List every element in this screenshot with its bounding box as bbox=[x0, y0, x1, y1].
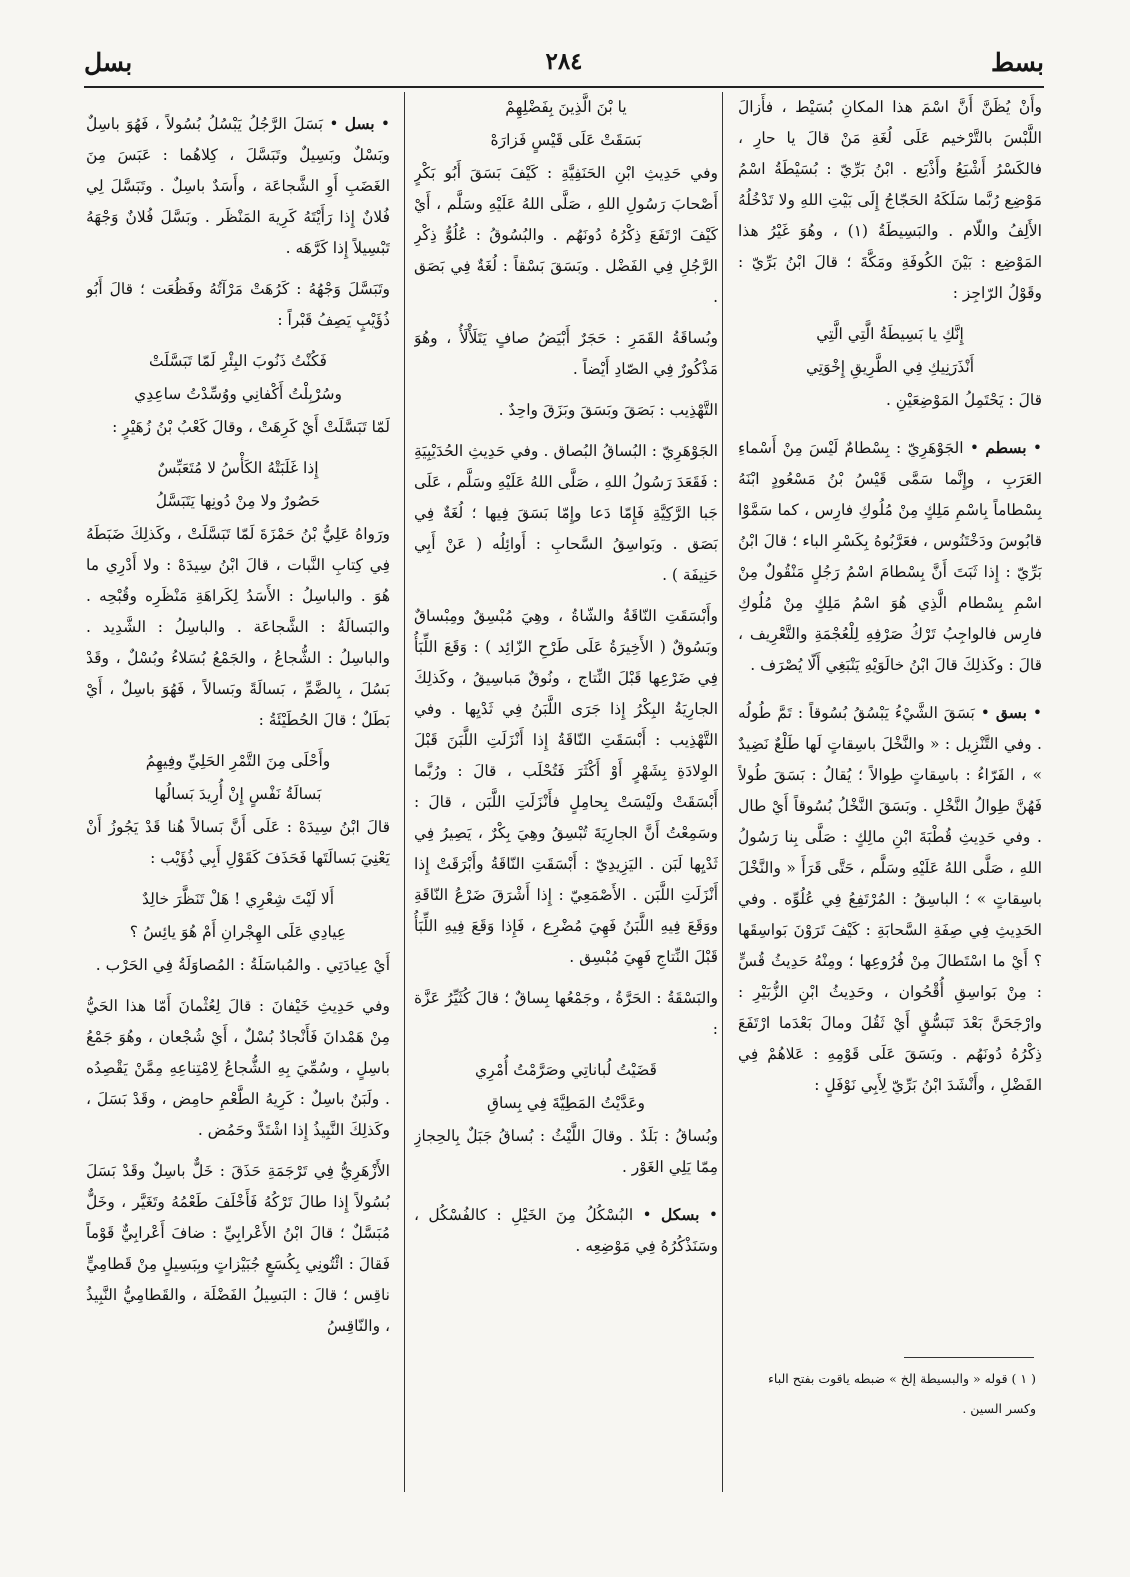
verse-line: قَضَيْتُ لُباناتِي وصَرَّمْتُ أُمْرِي bbox=[475, 1061, 657, 1079]
entry-bullet: • bbox=[1026, 439, 1042, 457]
entry-bullet: • bbox=[374, 115, 390, 133]
entry-headword: بسق bbox=[995, 703, 1027, 722]
column-left bbox=[86, 92, 390, 1532]
column-divider bbox=[722, 92, 723, 1492]
paragraph: الجَوْهَرِيّ : البُساقُ البُصاق . وفي حَدِيثِ الحُدَيْبِيَةِ : فَقَعَدَ رَسُولُ اللهِ ، صَلَّى اللهُ عَلَيْهِ وسَلَّم ، عَلَى جَبا الرَّكِيَّةِ فَإِمّا دَعا وإِمّا بَسَقَ فِيها ؛ لُغَةٌ فِي بَصَق . وبَواسِقُ السَّحابِ : أَوائِلُه ( عَنْ أَبِي حَنِيفَة ) . bbox=[414, 442, 718, 584]
paragraph: وبُساقَةُ القَمَرِ : حَجَرٌ أَبْيَضُ صافٍ يَتَلَأْلَأُ ، وهُوَ مَذْكُورٌ فِي الصّادِ أَيْضاً . bbox=[414, 329, 718, 378]
verse-line: إِنَّكِ يا بَسِيطَةُ الَّتِي الَّتِي bbox=[816, 325, 964, 343]
page-number: ٢٨٤ bbox=[545, 48, 583, 75]
footnote-rule bbox=[904, 1357, 1034, 1358]
header-right-guideword: بسط bbox=[991, 48, 1044, 77]
column-right bbox=[738, 92, 1042, 1354]
entry-headword: بسطم bbox=[985, 438, 1027, 457]
entry-headword: بسكل bbox=[661, 1205, 700, 1224]
dictionary-entry: • بسل • بَسَلَ الرَّجُلُ يَبْسُلُ بُسُولاً ، فَهُوَ باسِلٌ وبَسْلٌ وبَسِيلٌ وتَبَسَّلَ ، كِلاهُما : عَبَسَ مِنَ الغَضَبِ أَوِ الشَّجاعَة ، وأَسَدٌ باسِلٌ . وتَبَسَّلَ لِي فُلانٌ إِذا رَأَيْتَهُ كَرِيهَ المَنْظَر . وبَسَّلَ فُلانٌ وَجْهَهُ تَبْسِيلاً إِذا كَرَّهَه . bbox=[86, 114, 390, 257]
entry-body: بَسَقَ الشَّيْءُ يَبْسُقُ بُسُوقاً : تَمَّ طُولُه . وفي التَّنْزِيل : « والنَّخْلَ باسِقاتٍ لَها طَلْعٌ نَضِيدٌ » ، الفَرّاءُ : باسِقاتٍ طِوالاً ؛ يُقالُ : بَسَقَ طُولاً فَهُنَّ طِوالُ النَّخْلِ . وبَسَقَ النَّخْلُ بُسُوقاً أَيْ طال . وفي حَدِيثِ قُطْبَةَ ابْنِ مالِكٍ : صَلَّى بِنا رَسُولُ اللهِ ، صَلَّى اللهُ عَلَيْهِ وسَلَّم ، حَتَّى قَرَأَ « والنَّخْلَ باسِقاتٍ » ؛ الباسِقُ : المُرْتَفِعُ فِي عُلُوِّه . وفي الحَدِيثِ فِي صِفَةِ السَّحابَةِ : كَيْفَ تَرَوْنَ بَواسِقَها ؟ أَيْ ما اسْتَطالَ مِنْ فُرُوعِها ؛ ومِنْهُ حَدِيثُ قُسٍّ : مِنْ بَواسِقِ أُقْحُوان ، وحَدِيثُ ابْنِ الزُّبَيْرِ : وارْجَحَنَّ بَعْدَ تَبَسُّقٍ أَيْ ثَقُلَ ومالَ بَعْدَما ارْتَفَعَ ذِكْرُهُ دُونَهُم . وبَسَقَ عَلَى قَوْمِهِ : عَلاهُمْ فِي الفَضْلِ ، وأَنْشَدَ ابْنُ بَرِّيّ لِأَبِي نَوْفَلٍ : bbox=[738, 704, 1042, 1094]
entry-body: الجَوْهَرِيّ : بِسْطامٌ لَيْسَ مِنْ أَسْماءِ العَرَبِ ، وإِنَّما سَمَّى قَيْسُ بْنُ مَسْعُودٍ ابْنَهُ بِسْطاماً بِاسْمِ مَلِكٍ مِنْ مُلُوكِ فارِس ، كما سَمَّوْا قابُوسَ ودَخْتَنُوس ، فعَرَّبُوهُ بِكَسْرِ الباء ؛ قالَ ابْنُ بَرِّيّ : إِذا ثَبَتَ أَنَّ بِسْطامَ اسْمُ رَجُلٍ مَنْقُولٌ مِنْ اسْمِ بِسْطام الَّذِي هُوَ اسْمُ مَلِكٍ مِنْ مُلُوكِ فارِس فالواجِبُ تَرْكُ صَرْفِهِ لِلْعُجْمَةِ والتَّعْرِيف ، قالَ : وكَذلِكَ قالَ ابْنُ خالَوَيْهِ يَنْبَغِي أَلّا يُصْرَف . bbox=[738, 439, 1042, 674]
paragraph: لَمّا تَبَسَّلَتْ أَيْ كَرِهَتْ ، وقالَ كَعْبُ بْنُ زُهَيْرٍ : bbox=[112, 418, 390, 436]
entry-body: بَسَلَ الرَّجُلُ يَبْسُلُ بُسُولاً ، فَهُوَ باسِلٌ وبَسْلٌ وبَسِيلٌ وتَبَسَّلَ ، كِلاهُما : عَبَسَ مِنَ الغَضَبِ أَوِ الشَّجاعَة ، وأَسَدٌ باسِلٌ . وتَبَسَّلَ لِي فُلانٌ إِذا رَأَيْتَهُ كَرِيهَ المَنْظَر . وبَسَّلَ فُلانٌ وَجْهَهُ تَبْسِيلاً إِذا كَرَّهَه . bbox=[86, 115, 390, 257]
footnote: ( ١ ) قوله « والبسيطة إلخ » ضبطه ياقوت بفتح الباء وكسر السين . bbox=[768, 1371, 1036, 1416]
column-middle bbox=[414, 92, 718, 1532]
verse-line: وأَحْلَى مِنَ التَّمْرِ الحَلِيِّ وفِيهِمُ bbox=[145, 752, 331, 770]
paragraph: وتَبَسَّلَ وَجْهُهُ : كَرُهَتْ مَرْآتُهُ وفَظُعَت ؛ قالَ أَبُو ذُؤَيْبٍ يَصِفُ قَبْراً : bbox=[86, 280, 390, 329]
dictionary-entry: • بسكل • البُسْكُلُ مِنَ الخَيْلِ : كالفُسْكُل ، وسَنَذْكُرُهُ فِي مَوْضِعِه . bbox=[414, 1205, 718, 1255]
paragraph: وأَنْ يُظَنَّ أَنَّ اسْمَ هذا المكانِ بُسَيْط ، فأَزالَ اللَّبْسَ بالتَّرْخيم عَلَى لُغَةِ مَنْ قالَ يا حارِ ، فالكَسْرُ أَشْيَعُ وأَذْيَع . ابْنُ بَرِّيّ : بُسَيْطَةُ اسْمُ مَوْضِع رُبَّما سَلَكَهُ الحَجّاجُ إِلَى بَيْتِ اللهِ ولا تَدْخُلُهُ الأَلِفُ واللّام . والبَسِيطَةُ (١) ، وهُوَ غَيْرُ هذا المَوْضِع : بَيْنَ الكُوفَةِ ومَكَّةَ ؛ قالَ ابْنُ بَرِّيّ : وقَوْلُ الرّاجِز : bbox=[738, 98, 1042, 302]
paragraph: وفي حَدِيثِ ابْنِ الحَنَفِيَّةِ : كَيْفَ بَسَقَ أَبُو بَكْرٍ أَصْحابَ رَسُولِ اللهِ ، صَلَّى اللهُ عَلَيْهِ وسَلَّم ، أَيْ كَيْفَ ارْتَفَعَ ذِكْرُهُ دُونَهُم . والبُسُوقُ : عُلُوُّ ذِكْرِ الرَّجُلِ فِي الفَضْل . وبَسَقَ بَسْقاً : لُغَةٌ فِي بَصَق . bbox=[414, 164, 718, 306]
dictionary-entry: • بسطم • الجَوْهَرِيّ : بِسْطامٌ لَيْسَ مِنْ أَسْماءِ العَرَبِ ، وإِنَّما سَمَّى قَيْسُ بْنُ مَسْعُودٍ ابْنَهُ بِسْطاماً بِاسْمِ مَلِكٍ مِنْ مُلُوكِ فارِس ، كما سَمَّوْا قابُوسَ ودَخْتَنُوس ، فعَرَّبُوهُ بِكَسْرِ الباء ؛ قالَ ابْنُ بَرِّيّ : إِذا ثَبَتَ أَنَّ بِسْطامَ اسْمُ رَجُلٍ مَنْقُولٌ مِنْ اسْمِ بِسْطام الَّذِي هُوَ اسْمُ مَلِكٍ مِنْ مُلُوكِ فارِس فالواجِبُ تَرْكُ صَرْفِهِ لِلْعُجْمَةِ والتَّعْرِيف ، قالَ : وكَذلِكَ قالَ ابْنُ خالَوَيْهِ يَنْبَغِي أَلّا يُصْرَف . bbox=[738, 438, 1042, 674]
verse-line: أَلا لَيْتَ شِعْرِي ! هَلْ تَنَظَّرَ خالِدٌ bbox=[141, 890, 335, 908]
verse-line: عِيادِي عَلَى الهِجْرانِ أَمْ هُوَ يائِسُ ؟ bbox=[129, 923, 347, 941]
verse-line: إِذا غَلَبَتْهُ الكَأْسُ لا مُتَعَبِّسٌ bbox=[157, 459, 319, 477]
paragraph: قالَ : يَحْتَمِلُ المَوْضِعَيْنِ . bbox=[885, 391, 1042, 409]
running-header bbox=[84, 48, 1044, 82]
paragraph: قالَ ابْنُ سِيدَهْ : عَلَى أَنَّ بَسالاً هُنا قَدْ يَجُوزُ أَنْ يَعْنِيَ بَسالَتَها فَحَذَفَ كَقَوْلِ أَبِي ذُؤَيْب : bbox=[86, 818, 390, 867]
entry-headword: بسل bbox=[344, 114, 375, 133]
verse-line: فَكُنْتُ ذَنُوبَ البِئْرِ لَمّا تَبَسَّلَتْ bbox=[149, 352, 327, 370]
paragraph: وبُساقُ : بَلَدٌ . وقالَ اللَّيْثُ : بُساقُ جَبَلٌ بِالحِجازِ مِمّا يَلِي الغَوْر . bbox=[414, 1127, 718, 1176]
paragraph: ورَواهُ عَلِيُّ بْنُ حَمْزَةَ لَمّا تَبَسَّلَتْ ، وكَذلِكَ ضَبَطَهُ فِي كِتابِ النَّبات ، قالَ ابْنُ سِيدَهْ : ولا أَدْرِي ما هُوَ . والباسِلُ : الأَسَدُ لِكَراهَةِ مَنْظَرِه وقُبْحِه . والبَسالَةُ : الشَّجاعَة . والباسِلُ : الشَّدِيد . والباسِلُ : الشُّجاعُ ، والجَمْعُ بُسَلاءُ وبُسْلٌ ، وقَدْ بَسُلَ ، بِالضَّمِّ ، بَسالَةً وبَسالاً ، فَهُوَ باسِلٌ ، أَيْ بَطَلٌ ؛ قالَ الحُطَيْئَةُ : bbox=[86, 525, 390, 729]
verse-line: حَصُورٌ ولا مِنْ دُونِها يَتَبَسَّلُ bbox=[155, 492, 321, 510]
paragraph: التَّهْذِيب : بَصَقَ وبَسَقَ وبَزَقَ واحِدٌ . bbox=[498, 401, 718, 419]
verse-line: وسُرْبِلْتُ أَكْفانِي ووُسِّدْتُ ساعِدِي bbox=[134, 385, 342, 403]
paragraph: أَيْ عِيادَتِي . والمُباسَلَةُ : المُصاوَلَةُ فِي الحَرْب . bbox=[95, 956, 390, 974]
paragraph: والبَسْقَةُ : الحَرَّةُ ، وجَمْعُها بِساقٌ ؛ قالَ كُثَيِّرُ عَزَّة : bbox=[414, 989, 718, 1038]
verse-line: أَنْذَرَنِيكِ فِي الطَّرِيقِ إِخْوَتِي bbox=[805, 358, 975, 376]
entry-bullet: • bbox=[1026, 704, 1042, 722]
verse-line: وعَدَّيْتُ المَطِيَّةَ فِي بِساقِ bbox=[486, 1094, 646, 1112]
paragraph: وأَبْسَقَتِ النّاقَةُ والشّاةُ ، وهِيَ مُبْسِقٌ ومِبْساقٌ وبَسُوقٌ ( الأَخِيرَةُ عَلَى طَرْحِ الزّائِد ) : وَقَعَ اللِّبَأُ فِي ضَرْعِها قَبْلَ النِّتاج ، ونُوقٌ مَباسِيقُ ، وكَذلِكَ الجارِيَةُ البِكْرُ إِذا جَرَى اللَّبَنُ فِي ثَدْيِها . وفي التَّهْذِيب : أَبْسَقَتِ النّاقَةُ إِذا أَنْزَلَتِ اللَّبَنَ قَبْلَ الوِلادَةِ بِشَهْرٍ أَوْ أَكْثَرَ فَتُحْلَب ، قالَ : ورُبَّما أَبْسَقَتْ ولَيْسَتْ بِحامِلٍ فأَنْزَلَتِ اللَّبَن ، قالَ : وسَمِعْتُ أَنَّ الجارِيَةَ تُبْسِقُ وهِيَ بِكْرٌ ، يَصِيرُ فِي ثَدْيِها لَبَن . اليَزِيدِيّ : أَبْسَقَتِ النّاقَةُ وأَبْرَقَتْ إِذا أَنْزَلَتِ اللَّبَن . الأَصْمَعِيّ : إِذا أَشْرَقَ ضَرْعُ النّاقَةِ ووَقَعَ فِيهِ اللَّبَنُ فَهِيَ مُضْرِع ، فَإِذا وَقَعَ فِيهِ اللِّبَأُ قَبْلَ النِّتاجِ فَهِيَ مُبْسِق . bbox=[414, 607, 718, 966]
paragraph: وفي حَدِيثِ خَيْفانَ : قالَ لِعُثْمانَ أَمّا هذا الحَيُّ مِنْ هَمْدانَ فَأَنْجادٌ بُسْلٌ ، أَيْ شُجْعان ، وهُوَ جَمْعُ باسِلٍ ، وسُمِّيَ بِهِ الشُّجاعُ لِامْتِناعِهِ مِمَّنْ يَقْصِدُه . ولَبَنٌ باسِلٌ : كَرِيهُ الطَّعْمِ حامِض ، وقَدْ بَسَلَ ، وكَذلِكَ النَّبِيذُ إِذا اشْتَدَّ وحَمُض . bbox=[86, 997, 390, 1139]
column-divider bbox=[404, 92, 405, 1492]
paragraph: الأَزْهَرِيُّ فِي تَرْجَمَةِ حَذَقَ : خَلٌّ باسِلٌ وقَدْ بَسَلَ بُسُولاً إِذا طالَ تَرْكُهُ فَأَخْلَفَ طَعْمُهُ وتَغَيَّر ، وخَلٌّ مُبَسَّلٌ ؛ قالَ ابْنُ الأَعْرابِيِّ : ضافَ أَعْرابِيٌّ قَوْماً فَقالَ : ائْتُونِي بِكُسَعٍ جُبَيْزاتٍ وبِبَسِيلٍ مِنْ قَطامِيٍّ ناقِس ؛ قالَ : البَسِيلُ الفَضْلَة ، والقَطامِيُّ النَّبِيذُ ، والنّاقِسُ bbox=[86, 1162, 390, 1335]
verse-line: بَسَقَتْ عَلَى قَيْسٍ فَزارَهْ bbox=[490, 131, 642, 149]
verse-line: بَسالَةُ نَفْسٍ إِنْ أُرِيدَ بَسالُها bbox=[154, 785, 322, 803]
header-rule bbox=[84, 86, 1044, 88]
dictionary-entry: • بسق • بَسَقَ الشَّيْءُ يَبْسُقُ بُسُوقاً : تَمَّ طُولُه . وفي التَّنْزِيل : « والنَّخْلَ باسِقاتٍ لَها طَلْعٌ نَضِيدٌ » ، الفَرّاءُ : باسِقاتٍ طِوالاً ؛ يُقالُ : بَسَقَ طُولاً فَهُنَّ طِوالُ النَّخْلِ . وبَسَقَ النَّخْلُ بُسُوقاً أَيْ طال . وفي حَدِيثِ قُطْبَةَ ابْنِ مالِكٍ : صَلَّى بِنا رَسُولُ اللهِ ، صَلَّى اللهُ عَلَيْهِ وسَلَّم ، حَتَّى قَرَأَ « والنَّخْلَ باسِقاتٍ » ؛ الباسِقُ : المُرْتَفِعُ فِي عُلُوِّه . وفي الحَدِيثِ فِي صِفَةِ السَّحابَةِ : كَيْفَ تَرَوْنَ بَواسِقَها ؟ أَيْ ما اسْتَطالَ مِنْ فُرُوعِها ؛ ومِنْهُ حَدِيثُ قُسٍّ : مِنْ بَواسِقِ أُقْحُوان ، وحَدِيثُ ابْنِ الزُّبَيْرِ : وارْجَحَنَّ بَعْدَ تَبَسُّقٍ أَيْ ثَقُلَ ومالَ بَعْدَما ارْتَفَعَ ذِكْرُهُ دُونَهُم . وبَسَقَ عَلَى قَوْمِهِ : عَلاهُمْ فِي الفَضْلِ ، وأَنْشَدَ ابْنُ بَرِّيّ لِأَبِي نَوْفَلٍ : bbox=[738, 703, 1042, 1094]
header-left-guideword: بسل bbox=[84, 48, 133, 77]
verse-line: يا بْنَ الَّذِينَ بِفَضْلِهِمْ bbox=[505, 98, 627, 116]
entry-body: البُسْكُلُ مِنَ الخَيْلِ : كالفُسْكُل ، وسَنَذْكُرُهُ فِي مَوْضِعِه . bbox=[414, 1206, 718, 1255]
entry-bullet: • bbox=[699, 1206, 718, 1224]
